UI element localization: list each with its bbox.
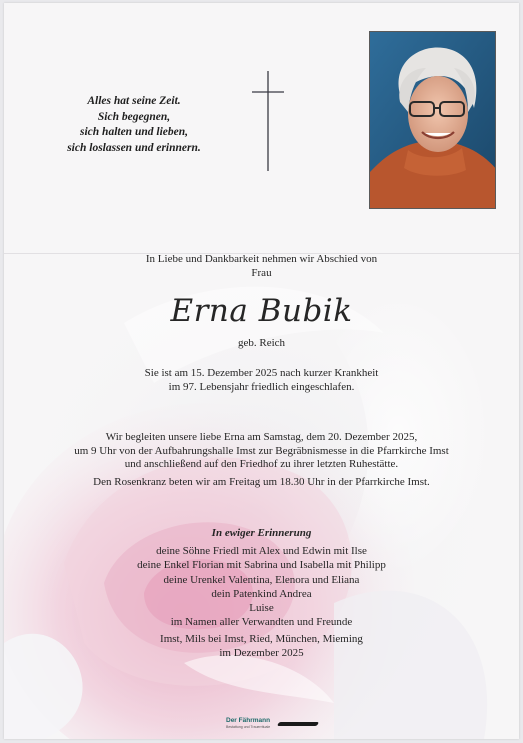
date-line: im Dezember 2025 xyxy=(219,647,304,660)
maiden-name xyxy=(4,337,519,351)
funeral-home-logo xyxy=(226,717,326,733)
mourner-line: Luise xyxy=(249,602,274,615)
portrait-photo xyxy=(369,31,496,209)
funeral-info xyxy=(4,431,519,472)
place-line: Imst, Mils bei Imst, Ried, München, Mieming xyxy=(160,633,363,645)
death-notice xyxy=(4,367,519,394)
mourner-line: im Namen aller Verwandten und Freunde xyxy=(170,616,353,629)
place-date xyxy=(4,632,519,661)
deceased-name: Erna Bubik xyxy=(170,293,353,329)
poem-line: Sich begegnen, xyxy=(97,110,171,123)
poem-line: Alles hat seine Zeit. xyxy=(87,95,181,107)
maiden-name-text: geb. Reich xyxy=(237,337,286,349)
mourner-line: deine Enkel Florian mit Sabrina und Isabella mit Philipp xyxy=(137,559,386,572)
poem-line: sich loslassen und erinnern. xyxy=(67,141,201,154)
mourner-line: dein Patenkind Andrea xyxy=(211,587,312,600)
mourners-list xyxy=(4,544,519,630)
poem-line: sich halten und lieben, xyxy=(80,126,188,138)
mourner-line: deine Urenkel Valentina, Elenora und Eliana xyxy=(163,573,360,586)
intro-line: In Liebe und Dankbarkeit nehmen wir Abschied von xyxy=(145,253,378,265)
latin-cross-icon xyxy=(250,70,286,172)
memory-block xyxy=(4,527,519,541)
logo-stroke xyxy=(277,722,319,726)
funeral-line: um 9 Uhr von der Aufbahrungshalle Imst zur Begräbnismesse in die Pfarrkirche Imst xyxy=(74,444,449,457)
poem xyxy=(54,94,214,156)
intro-line: Frau xyxy=(251,266,272,279)
funeral-line: Wir begleiten unsere liebe Erna am Samstag, dem 20. Dezember 2025, xyxy=(105,431,418,443)
death-notice-line: im 97. Lebensjahr friedlich eingeschlafen. xyxy=(168,380,355,393)
obituary-card xyxy=(4,3,519,739)
intro-block xyxy=(4,253,519,280)
rosary-line: Den Rosenkranz beten wir am Freitag um 18.30 Uhr in der Pfarrkirche Imst. xyxy=(93,476,430,488)
death-notice-line: Sie ist am 15. Dezember 2025 nach kurzer Krankheit xyxy=(144,367,379,379)
memory-title: In ewiger Erinnerung xyxy=(211,527,312,539)
logo-title: Der Fährmann xyxy=(226,717,271,724)
rosary-info xyxy=(4,476,519,490)
mourner-line: deine Söhne Friedl mit Alex und Edwin mit Ilse xyxy=(156,545,367,557)
logo-subtitle: Bestattung und Trauerrituale xyxy=(226,725,271,729)
funeral-line: und anschließend auf den Friedhof zu ihrer letzten Ruhestätte. xyxy=(124,458,399,470)
